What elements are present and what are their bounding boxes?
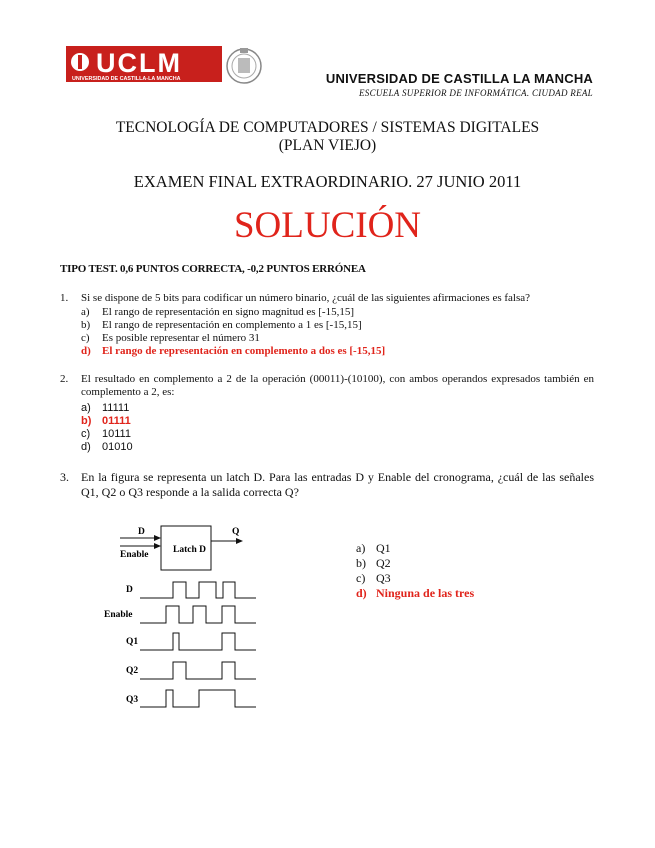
arrow-icon <box>236 538 243 544</box>
answer-option: c) Es posible representar el número 31 <box>81 332 260 344</box>
output-q-label: Q <box>232 527 240 537</box>
test-instructions: TIPO TEST. 0,6 PUNTOS CORRECTA, -0,2 PUNTOS ERRÓNEA <box>60 263 366 275</box>
course-title-line1: TECNOLOGÍA DE COMPUTADORES / SISTEMAS DIGITALES <box>115 119 540 136</box>
answer-option: b) El rango de representación en complemento a 1 es [-15,15] <box>81 319 362 331</box>
question-text: El resultado en complemento a 2 de la operación (00011)-(10100), con ambos operandos expresados también en complemento a 2, es: <box>81 373 594 398</box>
correct-answer-option: d) Ninguna de las tres <box>356 586 475 600</box>
latch-timing-diagram <box>98 516 268 716</box>
waveform-q2 <box>140 662 256 679</box>
answer-option: a) Q1 <box>356 541 391 555</box>
answer-options <box>356 541 474 601</box>
signal-label-q2: Q2 <box>126 666 139 676</box>
input-d-label: D <box>138 527 145 537</box>
question-text: Si se dispone de 5 bits para codificar un número binario, ¿cuál de las siguientes afirmaciones es falsa? <box>81 292 531 304</box>
question-text: En la figura se representa un latch D. Para las entradas D y Enable del cronograma, ¿cuál de las señales Q1, Q2 o Q3 responde a la salida correcta Q? <box>81 470 594 499</box>
question-number: 3. <box>60 470 69 484</box>
waveform-d <box>140 582 256 598</box>
answer-option: c) 10111 <box>81 428 131 440</box>
latch-label: Latch D <box>173 545 206 555</box>
signal-label-d: D <box>126 585 133 595</box>
answer-option: c) Q3 <box>356 571 391 585</box>
waveform-q1 <box>140 633 256 650</box>
correct-answer-option: d) El rango de representación en complemento a dos es [-15,15] <box>81 345 386 357</box>
solution-heading: SOLUCIÓN <box>233 205 422 246</box>
course-title-line2: (PLAN VIEJO) <box>278 137 377 154</box>
answer-option: a) 11111 <box>81 402 130 414</box>
answer-option: a) El rango de representación en signo magnitud es [-15,15] <box>81 306 355 318</box>
school-name: ESCUELA SUPERIOR DE INFORMÁTICA. CIUDAD REAL <box>358 88 593 98</box>
question-number: 2. <box>60 373 69 385</box>
answer-options <box>81 306 385 358</box>
correct-answer-option: b) 01111 <box>81 415 131 427</box>
uclm-logo <box>66 44 266 84</box>
arrow-icon <box>154 543 161 549</box>
waveform-enable <box>140 606 256 623</box>
svg-text:UCLM: UCLM <box>96 48 182 78</box>
input-enable-label: Enable <box>120 550 149 560</box>
answer-options <box>81 402 133 454</box>
answer-option: d) 01010 <box>81 441 133 453</box>
signal-label-q1: Q1 <box>126 637 139 647</box>
arrow-icon <box>154 535 161 541</box>
answer-option: b) Q2 <box>356 556 391 570</box>
waveform-q3 <box>140 690 256 707</box>
signal-label-q3: Q3 <box>126 695 139 705</box>
university-name: UNIVERSIDAD DE CASTILLA LA MANCHA <box>325 71 593 86</box>
question-number: 1. <box>60 292 69 304</box>
exam-title: EXAMEN FINAL EXTRAORDINARIO. 27 JUNIO 2011 <box>133 172 522 191</box>
signal-label-enable: Enable <box>104 610 133 620</box>
svg-text:UNIVERSIDAD DE CASTILLA-LA MAN: UNIVERSIDAD DE CASTILLA-LA MANCHA <box>72 76 181 82</box>
